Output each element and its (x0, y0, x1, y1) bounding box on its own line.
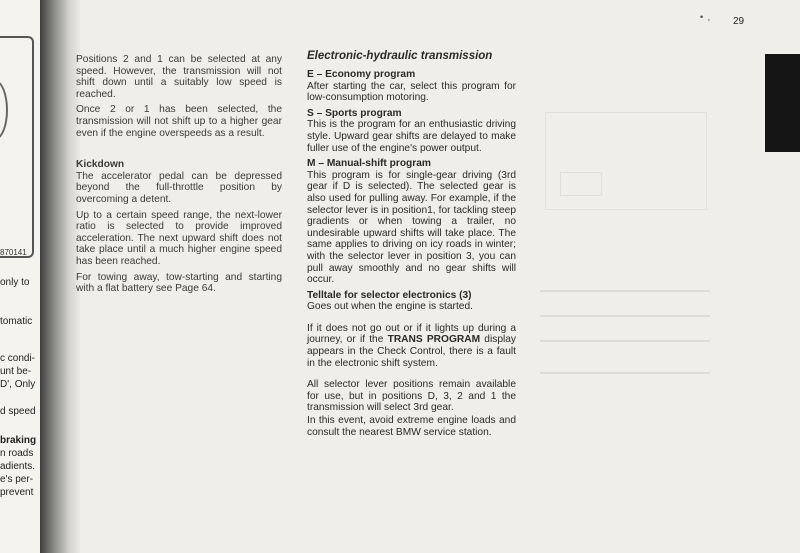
left-page-fragment: only to (0, 277, 30, 288)
chapter-thumb-tab (765, 54, 800, 152)
bleed-through-line (540, 290, 710, 292)
section-title: Electronic-hydraulic transmission (307, 50, 493, 62)
illustration-ref-code: 870141 (0, 248, 27, 257)
paragraph: Goes out when the engine is started. (307, 301, 473, 313)
paragraph: This program is for single-gear driving (3rd gear if D is selected). The selected gear is also used for pulling away. For example, if the selector lever is in position1, for tackling steep gradients or when towing a trailer, no undesirable upward shifts will take place. The same applies to driving on icy roads in winter; with the selector lever in position 3, you can pull away smoothly and no gear shifts will occur. (307, 169, 516, 286)
left-page-edge (0, 0, 42, 553)
paragraph: For towing away, tow-starting and starting with a flat battery see Page 64. (76, 271, 282, 295)
sports-heading: S – Sports program (307, 107, 402, 119)
left-illustration-frame (0, 36, 34, 258)
paragraph: After starting the car, select this program for low-consumption motoring. (307, 80, 516, 104)
bleed-through-line (540, 372, 710, 374)
left-page-fragment: prevent (0, 487, 34, 498)
left-page-fragment: tomatic (0, 316, 33, 327)
page-number: 29 (733, 16, 745, 27)
paragraph: The accelerator pedal can be depressed beyond the full-throttle position by overcoming a detent. (76, 170, 282, 205)
bleed-through-line (540, 315, 710, 317)
left-page-fragment: c condi- (0, 353, 36, 364)
left-page-fragment: unt be- (0, 366, 32, 377)
text-column-left (76, 54, 282, 299)
bleed-through-line (540, 340, 710, 342)
telltale-heading: Telltale for selector electronics (3) (307, 289, 472, 301)
paragraph (307, 323, 516, 369)
text-column-right (307, 49, 516, 442)
left-page-fragment: adients. (0, 461, 36, 472)
journey-text-end: display appears in the Check Control, there is a fault in the electronic shift system. (307, 334, 517, 369)
bleed-through-diagram (560, 172, 602, 196)
economy-heading: E – Economy program (307, 69, 416, 80)
paragraph: Up to a certain speed range, the next-lower ratio is selected to provide improved acceleration. The next upward shift does not take place until a much higher engine speed has been reached. (76, 209, 282, 267)
left-page-fragment: d speed (0, 406, 36, 417)
paragraph: All selector lever positions remain available for use, but in positions D, 3, 2 and 1 the transmission will select 3rd gear. (307, 379, 516, 414)
paragraph: In this event, avoid extreme engine loads and consult the nearest BMW service station. (307, 415, 516, 438)
trans-program-label: TRANS PROGRAM (387, 334, 481, 346)
book-gutter (40, 0, 80, 553)
paragraph: This is the program for an enthusiastic driving style. Upward gear shifts are delayed to make fuller use of the engine's power output. (307, 119, 516, 154)
kickdown-heading: Kickdown (76, 159, 125, 171)
left-page-fragment: D', Only (0, 379, 36, 390)
left-page-fragment: e's per- (0, 474, 34, 485)
paragraph: Positions 2 and 1 can be selected at any speed. However, the transmission will not shift down until a suitably low speed is reached. (76, 54, 282, 100)
left-page-fragment: n roads (0, 448, 34, 459)
page-marks: • , (700, 12, 712, 22)
left-page-fragment: braking (0, 435, 37, 446)
journey-text-start: If it does not go out or if it lights up during a journey, or if the (307, 322, 516, 346)
manual-heading: M – Manual-shift program (307, 158, 431, 170)
paragraph: Once 2 or 1 has been selected, the transmission will not shift up to a higher gear even if the engine overspeeds as a result. (76, 104, 282, 139)
